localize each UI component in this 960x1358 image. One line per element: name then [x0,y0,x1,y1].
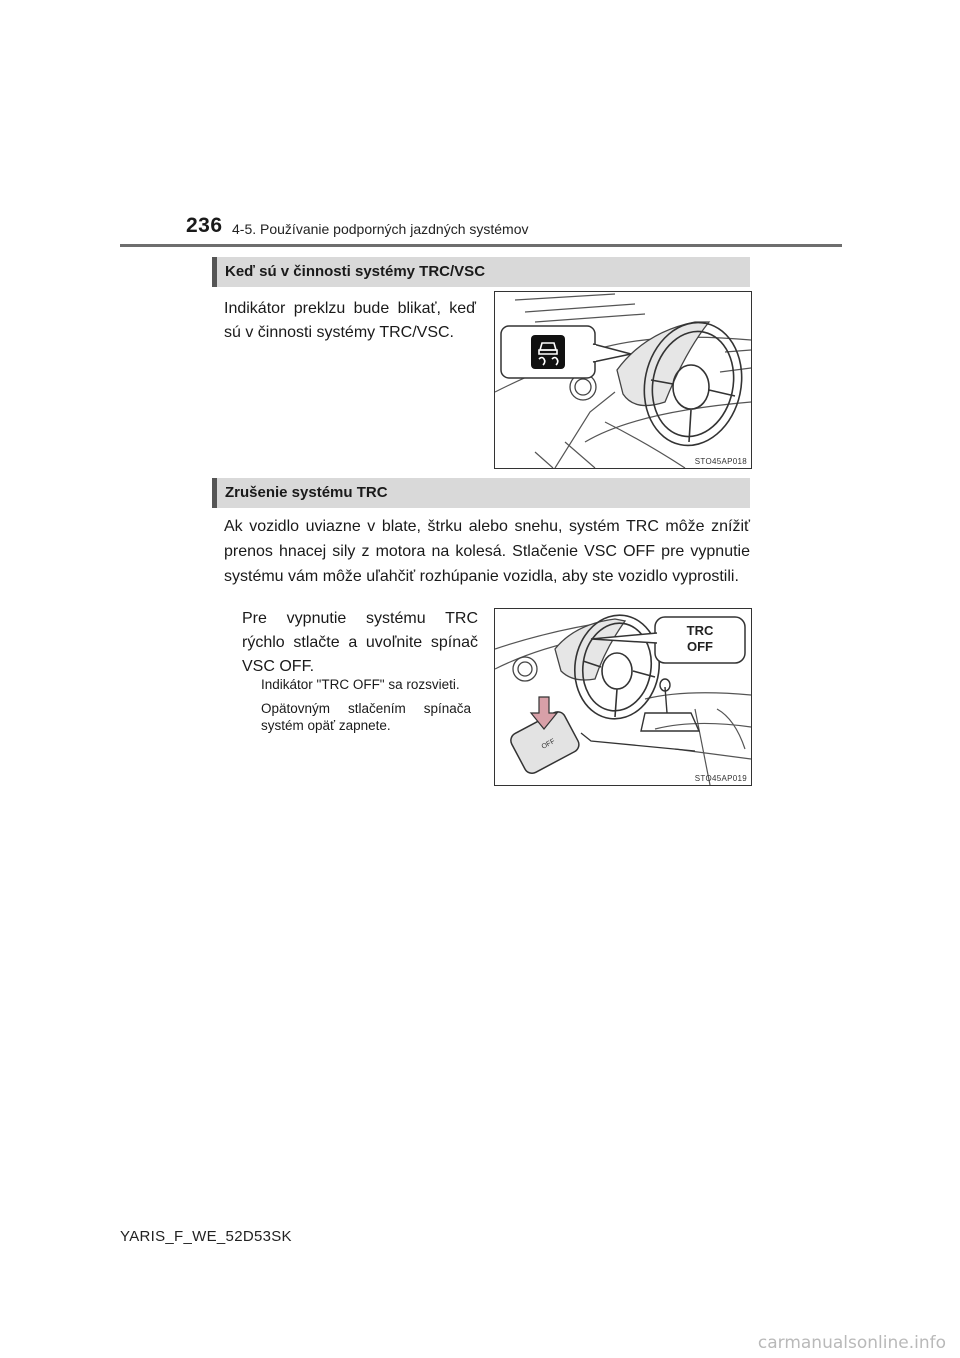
step-press-vsc-off: Pre vypnutie systému TRC rýchlo stlačte a uvoľnite spínač VSC OFF. [242,610,478,675]
section-heading-trc-vsc-active [212,257,750,287]
callout-trc-label: TRC [686,623,714,638]
section-heading-label: Zrušenie systému TRC [225,484,388,501]
header-rule [120,244,842,247]
paragraph-trc-disable: Ak vozidlo uviazne v blate, štrku alebo snehu, systém TRC môže znížiť prenos hnacej sily z motora na kolesá. Stlačenie VSC OFF pre vypnutie systému vám môže uľahčiť rozhúpanie vozidla, aby ste vozidlo vyprostili. [224,518,750,585]
note-press-again: Opätovným stlačením spínača systém opäť zapnete. [261,701,471,733]
page-number: 236 [186,214,223,237]
paragraph-slip-indicator: Indikátor preklzu bude blikať, keď sú v činnosti systémy TRC/VSC. [224,300,476,341]
callout-off-label: OFF [687,639,713,654]
note-trc-off-indicator: Indikátor "TRC OFF" sa rozsvieti. [261,677,460,692]
watermark: carmanualsonline.info [757,1333,946,1353]
chapter-title: 4-5. Používanie podporných jazdných systémov [232,221,529,237]
figure-code: STO45AP018 [694,457,747,466]
section-heading-label: Keď sú v činnosti systémy TRC/VSC [225,263,486,280]
figure-code: STO45AP019 [694,774,747,783]
dashboard-illustration-2 [495,609,751,785]
slip-indicator-icon [531,335,565,369]
figure-vsc-off-switch [494,608,752,786]
switch-off-label: OFF [540,738,557,751]
footer-model-code: YARIS_F_WE_52D53SK [120,1228,292,1245]
dashboard-illustration-1 [495,292,751,468]
figure-slip-indicator [494,291,752,469]
section-heading-trc-disable [212,478,750,508]
